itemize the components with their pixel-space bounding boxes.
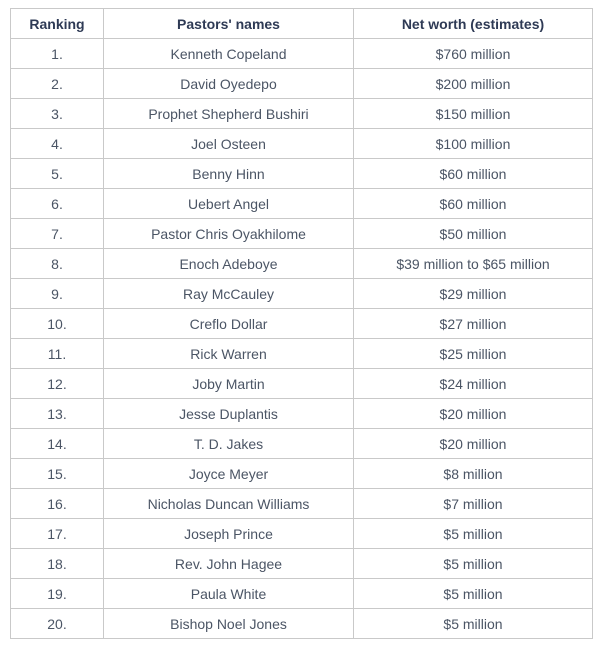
table-row — [11, 549, 593, 579]
pastor-name-cell: David Oyedepo — [104, 69, 354, 99]
net-worth-cell: $5 million — [354, 519, 593, 549]
table-row — [11, 69, 593, 99]
column-header-ranking: Ranking — [11, 9, 104, 39]
net-worth-cell: $20 million — [354, 429, 593, 459]
net-worth-cell: $24 million — [354, 369, 593, 399]
pastor-name-cell: Bishop Noel Jones — [104, 609, 354, 639]
table-row — [11, 519, 593, 549]
ranking-cell: 20. — [11, 609, 104, 639]
net-worth-cell: $60 million — [354, 189, 593, 219]
net-worth-cell: $39 million to $65 million — [354, 249, 593, 279]
ranking-cell: 2. — [11, 69, 104, 99]
pastor-name-cell: Joseph Prince — [104, 519, 354, 549]
table-row — [11, 459, 593, 489]
ranking-cell: 8. — [11, 249, 104, 279]
net-worth-cell: $25 million — [354, 339, 593, 369]
pastor-name-cell: Uebert Angel — [104, 189, 354, 219]
table-row — [11, 369, 593, 399]
table-row — [11, 249, 593, 279]
pastors-net-worth-table — [10, 8, 593, 639]
header-row — [11, 9, 593, 39]
pastor-name-cell: Pastor Chris Oyakhilome — [104, 219, 354, 249]
ranking-cell: 5. — [11, 159, 104, 189]
pastor-name-cell: Nicholas Duncan Williams — [104, 489, 354, 519]
pastor-name-cell: Creflo Dollar — [104, 309, 354, 339]
table-row — [11, 429, 593, 459]
ranking-cell: 4. — [11, 129, 104, 159]
net-worth-cell: $5 million — [354, 549, 593, 579]
table-row — [11, 219, 593, 249]
ranking-cell: 19. — [11, 579, 104, 609]
ranking-cell: 14. — [11, 429, 104, 459]
table-row — [11, 339, 593, 369]
ranking-cell: 11. — [11, 339, 104, 369]
pastor-name-cell: Joyce Meyer — [104, 459, 354, 489]
net-worth-cell: $5 million — [354, 579, 593, 609]
net-worth-cell: $7 million — [354, 489, 593, 519]
net-worth-cell: $150 million — [354, 99, 593, 129]
table-row — [11, 489, 593, 519]
ranking-cell: 12. — [11, 369, 104, 399]
net-worth-cell: $100 million — [354, 129, 593, 159]
pastor-name-cell: Prophet Shepherd Bushiri — [104, 99, 354, 129]
net-worth-cell: $5 million — [354, 609, 593, 639]
table-row — [11, 579, 593, 609]
net-worth-cell: $20 million — [354, 399, 593, 429]
table-row — [11, 99, 593, 129]
net-worth-cell: $29 million — [354, 279, 593, 309]
pastor-name-cell: Paula White — [104, 579, 354, 609]
ranking-cell: 1. — [11, 39, 104, 69]
table-row — [11, 399, 593, 429]
ranking-cell: 10. — [11, 309, 104, 339]
ranking-cell: 13. — [11, 399, 104, 429]
net-worth-cell: $27 million — [354, 309, 593, 339]
table-row — [11, 159, 593, 189]
ranking-cell: 18. — [11, 549, 104, 579]
table-row — [11, 129, 593, 159]
pastor-name-cell: Benny Hinn — [104, 159, 354, 189]
table-row — [11, 309, 593, 339]
table-header — [11, 9, 593, 39]
ranking-cell: 9. — [11, 279, 104, 309]
pastor-name-cell: Enoch Adeboye — [104, 249, 354, 279]
pastor-name-cell: Rick Warren — [104, 339, 354, 369]
pastor-name-cell: Joby Martin — [104, 369, 354, 399]
net-worth-cell: $60 million — [354, 159, 593, 189]
net-worth-cell: $200 million — [354, 69, 593, 99]
table-row — [11, 189, 593, 219]
table-row — [11, 279, 593, 309]
pastor-name-cell: Jesse Duplantis — [104, 399, 354, 429]
pastor-name-cell: Ray McCauley — [104, 279, 354, 309]
pastor-name-cell: Rev. John Hagee — [104, 549, 354, 579]
column-header-pastors-names: Pastors' names — [104, 9, 354, 39]
net-worth-cell: $8 million — [354, 459, 593, 489]
pastor-name-cell: Kenneth Copeland — [104, 39, 354, 69]
table-body — [11, 39, 593, 639]
table-row — [11, 609, 593, 639]
net-worth-cell: $760 million — [354, 39, 593, 69]
net-worth-cell: $50 million — [354, 219, 593, 249]
column-header-net-worth: Net worth (estimates) — [354, 9, 593, 39]
pastor-name-cell: T. D. Jakes — [104, 429, 354, 459]
ranking-cell: 17. — [11, 519, 104, 549]
table-row — [11, 39, 593, 69]
ranking-cell: 7. — [11, 219, 104, 249]
ranking-cell: 3. — [11, 99, 104, 129]
ranking-cell: 16. — [11, 489, 104, 519]
ranking-cell: 6. — [11, 189, 104, 219]
ranking-cell: 15. — [11, 459, 104, 489]
pastor-name-cell: Joel Osteen — [104, 129, 354, 159]
